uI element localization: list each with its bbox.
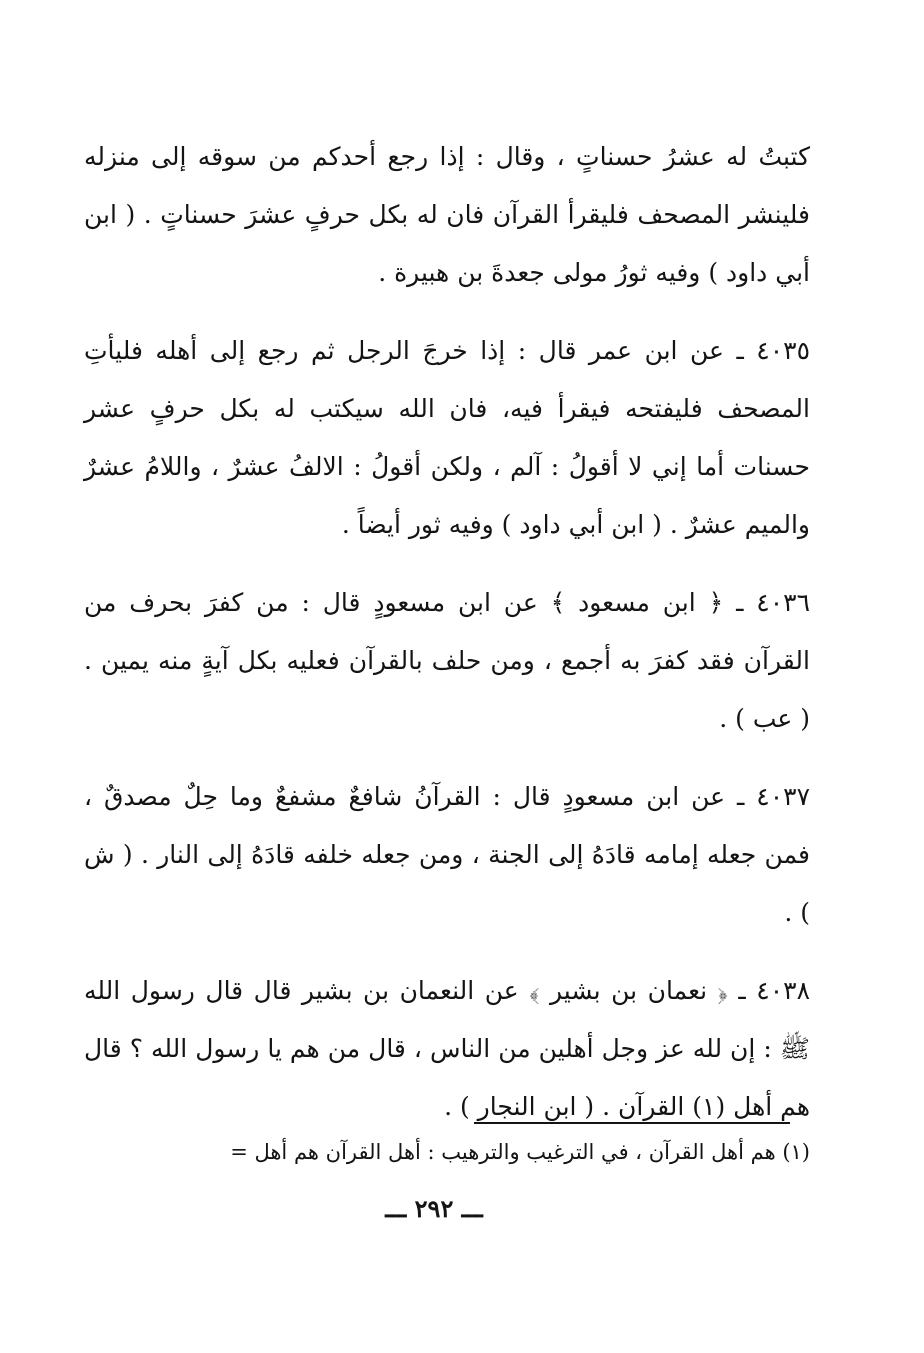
main-text [84, 128, 810, 1156]
footnote: (١) هم أهل القرآن ، في الترغيب والترهيب : أهل القرآن هم أهل = [230, 1140, 810, 1164]
footnote-divider [474, 1122, 790, 1124]
page-number: ـــ ٢٩٢ ـــ [385, 1194, 483, 1223]
paragraph-4035: ٤٠٣٥ ـ عن ابن عمر قال : إذا خرجَ الرجل ثم رجع إلى أهله فليأتِ المصحف فليفتحه فيقرأ فيه، فان الله سيكتب له بكل حرفٍ عشر حسنات أما إني لا أقولُ : آلم ، ولكن أقولُ : الالفُ عشرٌ ، واللامُ عشرٌ والميم عشرٌ . ( ابن أبي داود ) وفيه ثور أيضاً . [84, 336, 810, 539]
paragraph-continuation: كتبتُ له عشرُ حسناتٍ ، وقال : إذا رجع أحدكم من سوقه إلى منزله فلينشر المصحف فليقرأ القرآن فان له بكل حرفٍ عشرَ حسناتٍ . ( ابن أبي داود ) وفيه ثورُ مولى جعدةَ بن هبيرة . [84, 142, 810, 287]
paragraph-4038: ٤٠٣٨ ـ ﴿ نعمان بن بشير ﴾ عن النعمان بن بشير قال قال رسول الله ﷺ : إن لله عز وجل أهلين من الناس ، قال من هم يا رسول الله ؟ قال هم أهل (١) القرآن . ( ابن النجار ) . [84, 976, 810, 1121]
paragraph-4036: ٤٠٣٦ ـ ﴿ ابن مسعود ﴾ عن ابن مسعودٍ قال : من كفرَ بحرف من القرآن فقد كفرَ به أجمع ، ومن حلف بالقرآن فعليه بكل آيةٍ منه يمين . ( عب ) . [84, 588, 810, 733]
paragraph-4037: ٤٠٣٧ ـ عن ابن مسعودٍ قال : القرآنُ شافعٌ مشفعٌ وما حِلٌ مصدقٌ ، فمن جعله إمامه قادَهُ إلى الجنة ، ومن جعله خلفه قادَهُ إلى النار . ( ش ) . [84, 782, 810, 927]
